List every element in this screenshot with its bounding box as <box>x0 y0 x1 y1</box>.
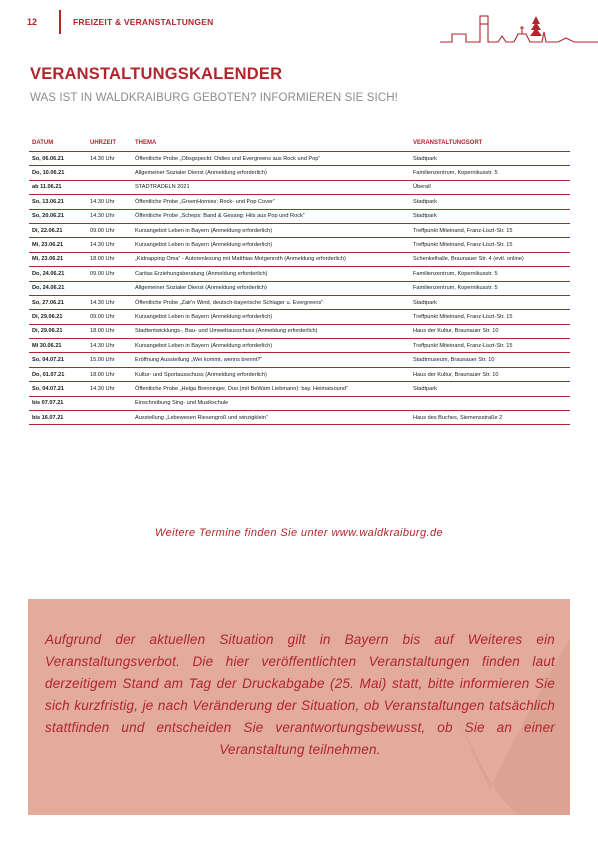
cell-date: Di, 29.06.21 <box>29 310 87 324</box>
cell-date: So, 06.06.21 <box>29 152 87 166</box>
cell-date: Do, 01.07.21 <box>29 367 87 381</box>
cell-time: 14.30 Uhr <box>87 238 132 252</box>
cell-time: 18.00 Uhr <box>87 367 132 381</box>
page-subtitle: WAS IST IN WALDKRAIBURG GEBOTEN? INFORMIEREN SIE SICH! <box>30 92 398 104</box>
page-number: 12 <box>27 17 38 27</box>
table-row <box>29 411 570 425</box>
header-location: VERANSTALTUNGSORT <box>410 137 570 152</box>
cell-time: 15.00 Uhr <box>87 353 132 367</box>
cell-location: Stadtpark <box>410 209 570 223</box>
cell-date: Di, 22.06.21 <box>29 223 87 237</box>
cell-time: 14.30 Uhr <box>87 209 132 223</box>
event-calendar-table <box>29 137 570 425</box>
cell-time: 14.30 Uhr <box>87 152 132 166</box>
cell-time: 14.30 Uhr <box>87 295 132 309</box>
cell-location: Stadtpark <box>410 195 570 209</box>
cell-theme: Öffentliche Probe „Zair'n Wind, deutsch-bayerische Schlager u. Evergreens“ <box>132 295 410 309</box>
cell-theme: Öffentliche Probe „GreenHornies: Rock- und Pop Cover“ <box>132 195 410 209</box>
cell-date: So, 27.06.21 <box>29 295 87 309</box>
header-theme: THEMA <box>132 137 410 152</box>
cell-location: Familienzentrum, Kopernikusstr. 5 <box>410 166 570 180</box>
table-row <box>29 295 570 309</box>
cell-theme: Öffentliche Probe „Helga Brenninger, Duo (mit BeWam Liebmann): bay. Heimatsound“ <box>132 382 410 396</box>
header-time: UHRZEIT <box>87 137 132 152</box>
cell-theme: „Kidnapping Oma“ - Autorenlesung mit Matthias Motgenroth (Anmeldung erforderlich) <box>132 252 410 266</box>
cell-location: Stadtpark <box>410 382 570 396</box>
table-row <box>29 367 570 381</box>
cell-location: Treffpunkt Miteinand, Franz-Liszt-Str. 15 <box>410 339 570 353</box>
cell-location: Treffpunkt Miteinand, Franz-Liszt-Str. 15 <box>410 310 570 324</box>
cell-time <box>87 396 132 410</box>
cell-location: Stadtmuseum, Braunauer Str. 10 <box>410 353 570 367</box>
cell-theme: Kursangebot Leben in Bayern (Anmeldung erforderlich) <box>132 223 410 237</box>
cell-date: So, 13.06.21 <box>29 195 87 209</box>
cell-location: Treffpunkt Miteinand, Franz-Liszt-Str. 15 <box>410 238 570 252</box>
cell-date: So, 04.07.21 <box>29 382 87 396</box>
cell-theme: Allgemeiner Sozialer Dienst (Anmeldung erforderlich) <box>132 166 410 180</box>
cell-location: Treffpunkt Miteinand, Franz-Liszt-Str. 15 <box>410 223 570 237</box>
cell-time: 14.30 Uhr <box>87 195 132 209</box>
table-row <box>29 324 570 338</box>
cell-date: So, 04.07.21 <box>29 353 87 367</box>
table-row <box>29 238 570 252</box>
notice-box <box>28 599 570 815</box>
cell-theme: Kultur- und Sportausschuss (Anmeldung erforderlich) <box>132 367 410 381</box>
table-row <box>29 252 570 266</box>
cell-location: Haus der Kultur, Braunauer Str. 10 <box>410 324 570 338</box>
section-title: FREIZEIT & VERANSTALTUNGEN <box>73 17 214 27</box>
cell-time <box>87 180 132 194</box>
cell-location: Familienzentrum, Kopernikusstr. 5 <box>410 267 570 281</box>
table-row <box>29 382 570 396</box>
table-row <box>29 223 570 237</box>
cell-date: Do, 24.06.21 <box>29 281 87 295</box>
cell-location: Haus der Kultur, Braunauer Str. 10 <box>410 367 570 381</box>
cell-theme: Caritas Erziehungsberatung (Anmeldung erforderlich) <box>132 267 410 281</box>
table-row <box>29 396 570 410</box>
cell-date: Mi, 23.06.21 <box>29 238 87 252</box>
cell-time: 09.00 Uhr <box>87 267 132 281</box>
cell-time: 09.00 Uhr <box>87 223 132 237</box>
city-skyline-icon <box>440 12 598 48</box>
cell-theme: Öffentliche Probe „Scheps: Band & Gesang: Hits aus Pop und Rock“ <box>132 209 410 223</box>
cell-location: Haus des Buches, Siemensstraße 2 <box>410 411 570 425</box>
cell-time <box>87 411 132 425</box>
notice-text: Aufgrund der aktuellen Situation gilt in Bayern bis auf Weiteres ein Veranstaltungsverbot. Die hier veröffentlichten Veranstaltungen finden laut derzeitigem Stand am Tag der Druckabgabe (25. Mai) statt, bitte informieren Sie sich kurzfristig, je nach Veränderung der Situation, ob Veranstaltungen tatsächlich stattfinden und entscheiden Sie verantwortungsbewusst, ob Sie an einer Veranstaltung teilnehmen. <box>45 632 555 757</box>
cell-date: ab 11.06.21 <box>29 180 87 194</box>
cell-theme: Ausstellung „Lebewesen Riesengroß und winzigklein“ <box>132 411 410 425</box>
table-header-row <box>29 137 570 152</box>
cell-time <box>87 166 132 180</box>
cell-location: Stadtpark <box>410 152 570 166</box>
cell-location <box>410 396 570 410</box>
cell-location: Familienzentrum, Kopernikusstr. 5 <box>410 281 570 295</box>
cell-date: Do, 10.06.21 <box>29 166 87 180</box>
cell-theme: Eröffnung Ausstellung „Wei kommt, wenns brennt?“ <box>132 353 410 367</box>
more-events-link[interactable]: Weitere Termine finden Sie unter www.waldkraiburg.de <box>155 527 443 539</box>
cell-date: Do, 24.06.21 <box>29 267 87 281</box>
cell-date: bis 07.07.21 <box>29 396 87 410</box>
cell-location: Schenkelhalle, Braunauer Str. 4 (evtl. online) <box>410 252 570 266</box>
cell-theme: Kursangebot Leben in Bayern (Anmeldung erforderlich) <box>132 339 410 353</box>
cell-time: 14.30 Uhr <box>87 339 132 353</box>
cell-time: 09.00 Uhr <box>87 310 132 324</box>
cell-theme: Kursangebot Leben in Bayern (Anmeldung erforderlich) <box>132 310 410 324</box>
cell-date: bis 16.07.21 <box>29 411 87 425</box>
cell-theme: STADTRADELN 2021 <box>132 180 410 194</box>
cell-date: Mi 30.06.21 <box>29 339 87 353</box>
cell-theme: Allgemeiner Sozialer Dienst (Anmeldung erforderlich) <box>132 281 410 295</box>
cell-time: 18.00 Uhr <box>87 252 132 266</box>
table-row <box>29 339 570 353</box>
table-row <box>29 152 570 166</box>
cell-time: 14.30 Uhr <box>87 382 132 396</box>
table-row <box>29 195 570 209</box>
cell-theme: Öffentliche Probe „Obsgspeckt: Oldies und Evergreens aus Rock und Pop“ <box>132 152 410 166</box>
cell-theme: Stadtentwicklungs-, Bau- und Umweltausschuss (Anmeldung erforderlich) <box>132 324 410 338</box>
table-row <box>29 267 570 281</box>
table-row <box>29 166 570 180</box>
cell-theme: Einschreibung Sing- und Musikschule <box>132 396 410 410</box>
header-divider <box>59 10 61 34</box>
cell-time: 18.00 Uhr <box>87 324 132 338</box>
cell-date: So, 20.06.21 <box>29 209 87 223</box>
cell-theme: Kursangebot Leben in Bayern (Anmeldung erforderlich) <box>132 238 410 252</box>
table-row <box>29 353 570 367</box>
cell-date: Di, 29.06.21 <box>29 324 87 338</box>
table-row <box>29 209 570 223</box>
table-row <box>29 310 570 324</box>
cell-time <box>87 281 132 295</box>
header-date: DATUM <box>29 137 87 152</box>
table-row <box>29 281 570 295</box>
page-title: VERANSTALTUNGSKALENDER <box>30 65 283 83</box>
cell-date: Mi, 23.06.21 <box>29 252 87 266</box>
cell-location: Überall <box>410 180 570 194</box>
table-row <box>29 180 570 194</box>
cell-location: Stadtpark <box>410 295 570 309</box>
